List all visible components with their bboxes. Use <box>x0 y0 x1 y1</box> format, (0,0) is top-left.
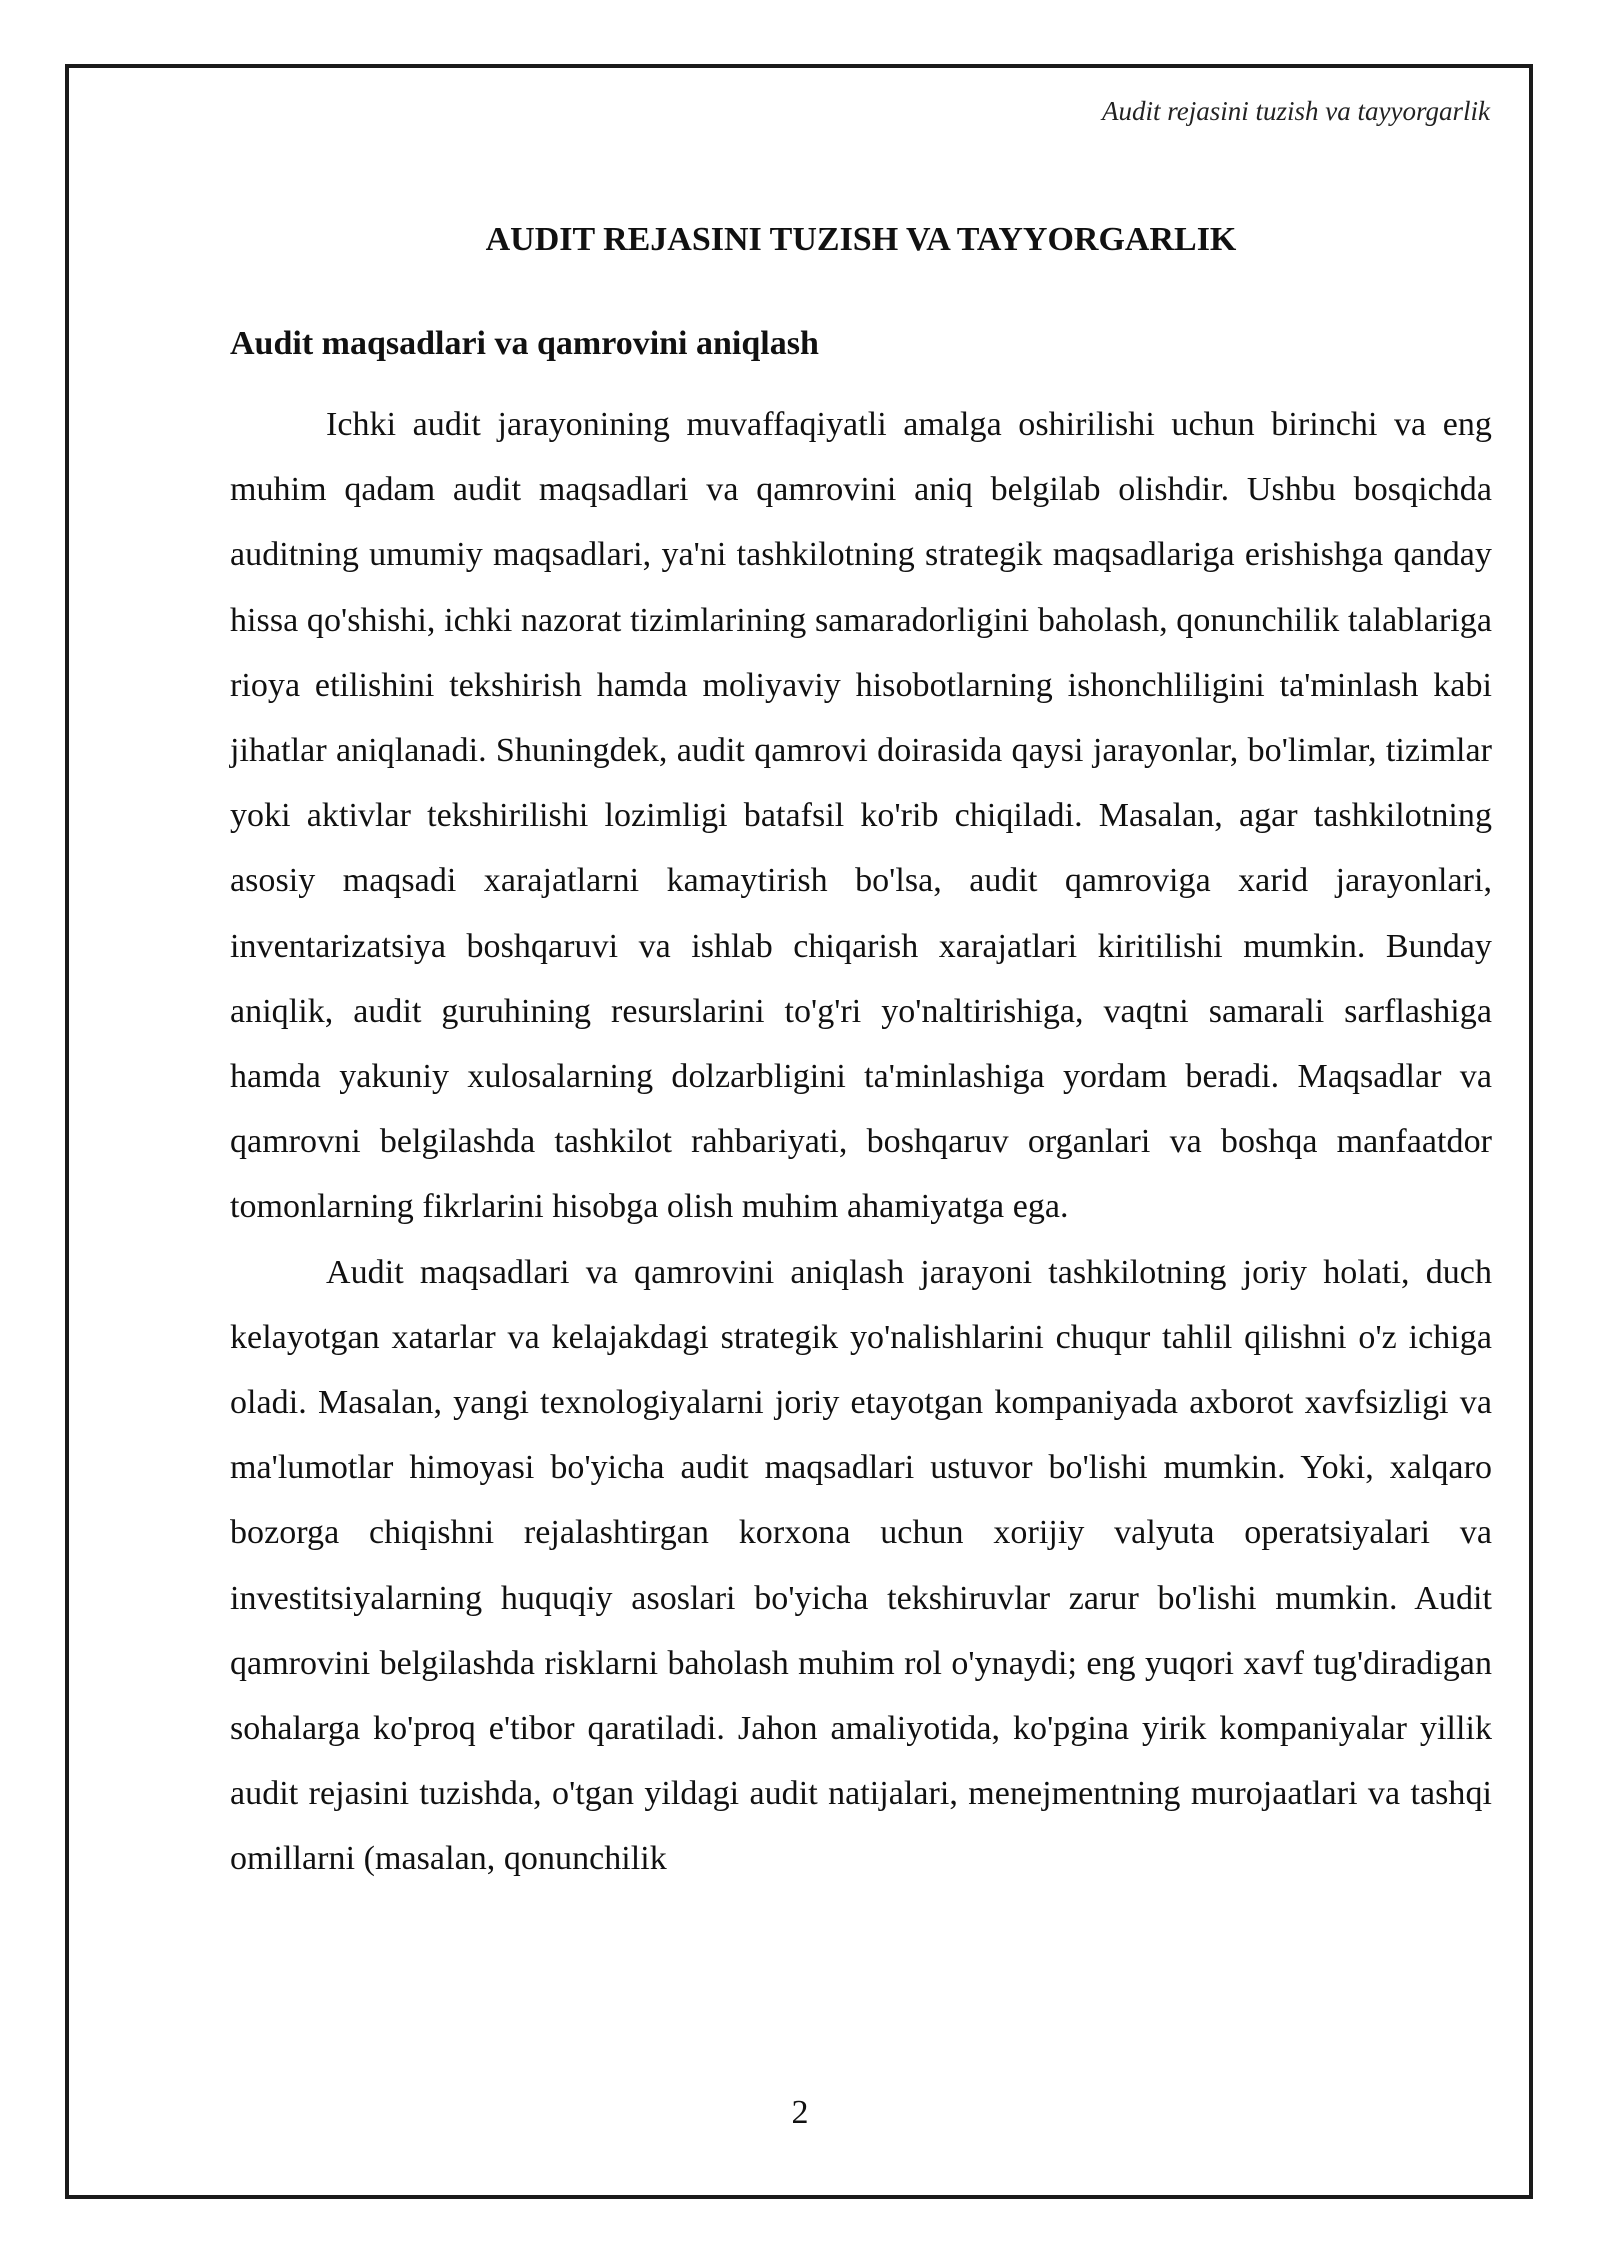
body-paragraph-2: Audit maqsadlari va qamrovini aniqlash jarayoni tashkilotning joriy holati, duch kelayotgan xatarlar va kelajakdagi strategik yo'nalishlarini chuqur tahlil qilishni o'z ichiga oladi. Masalan, yangi texnologiyalarni joriy etayotgan kompaniyada axborot xavfsizligi va ma'lumotlar himoyasi bo'yicha audit maqsadlari ustuvor bo'lishi mumkin. Yoki, xalqaro bozorga chiqishni rejalashtirgan korxona uchun xorijiy valyuta operatsiyalari va investitsiyalarning huquqiy asoslari bo'yicha tekshiruvlar zarur bo'lishi mumkin. Audit qamrovini belgilashda risklarni baholash muhim rol o'ynaydi; eng yuqori xavf tug'diradigan sohalarga ko'proq e'tibor qaratiladi. Jahon amaliyotida, ko'pgina yirik kompaniyalar yillik audit rejasini tuzishda, o'tgan yildagi audit natijalari, menejmentning murojaatlari va tashqi omillarni (masalan, qonunchilik <box>230 1253 1492 1878</box>
page-content <box>230 210 1492 1892</box>
section-heading: Audit maqsadlari va qamrovini aniqlash <box>230 325 819 362</box>
document-title: AUDIT REJASINI TUZISH VA TAYYORGARLIK <box>485 221 1237 258</box>
page-number: 2 <box>791 2094 809 2131</box>
body-paragraph-1: Ichki audit jarayonining muvaffaqiyatli amalga oshirilishi uchun birinchi va eng muhim qadam audit maqsadlari va qamrovini aniq belgilab olishdir. Ushbu bosqichda auditning umumiy maqsadlari, ya'ni tashkilotning strategik maqsadlariga erishishga qanday hissa qo'shishi, ichki nazorat tizimlarining samaradorligini baholash, qonunchilik talablariga rioya etilishini tekshirish hamda moliyaviy hisobotlarning ishonchliligini ta'minlash kabi jihatlar aniqlanadi. Shuningdek, audit qamrovi doirasida qaysi jarayonlar, bo'limlar, tizimlar yoki aktivlar tekshirilishi lozimligi batafsil ko'rib chiqiladi. Masalan, agar tashkilotning asosiy maqsadi xarajatlarni kamaytirish bo'lsa, audit qamroviga xarid jarayonlari, inventarizatsiya boshqaruvi va ishlab chiqarish xarajatlari kiritilishi mumkin. Bunday aniqlik, audit guruhining resurslarini to'g'ri yo'naltirishiga, vaqtni samarali sarflashiga hamda yakuniy xulosalarning dolzarbligini ta'minlashiga yordam beradi. Maqsadlar va qamrovni belgilashda tashkilot rahbariyati, boshqaruv organlari va boshqa manfaatdor tomonlarning fikrlarini hisobga olish muhim ahamiyatga ega. <box>230 406 1492 1226</box>
running-header: Audit rejasini tuzish va tayyorgarlik <box>1102 96 1490 126</box>
